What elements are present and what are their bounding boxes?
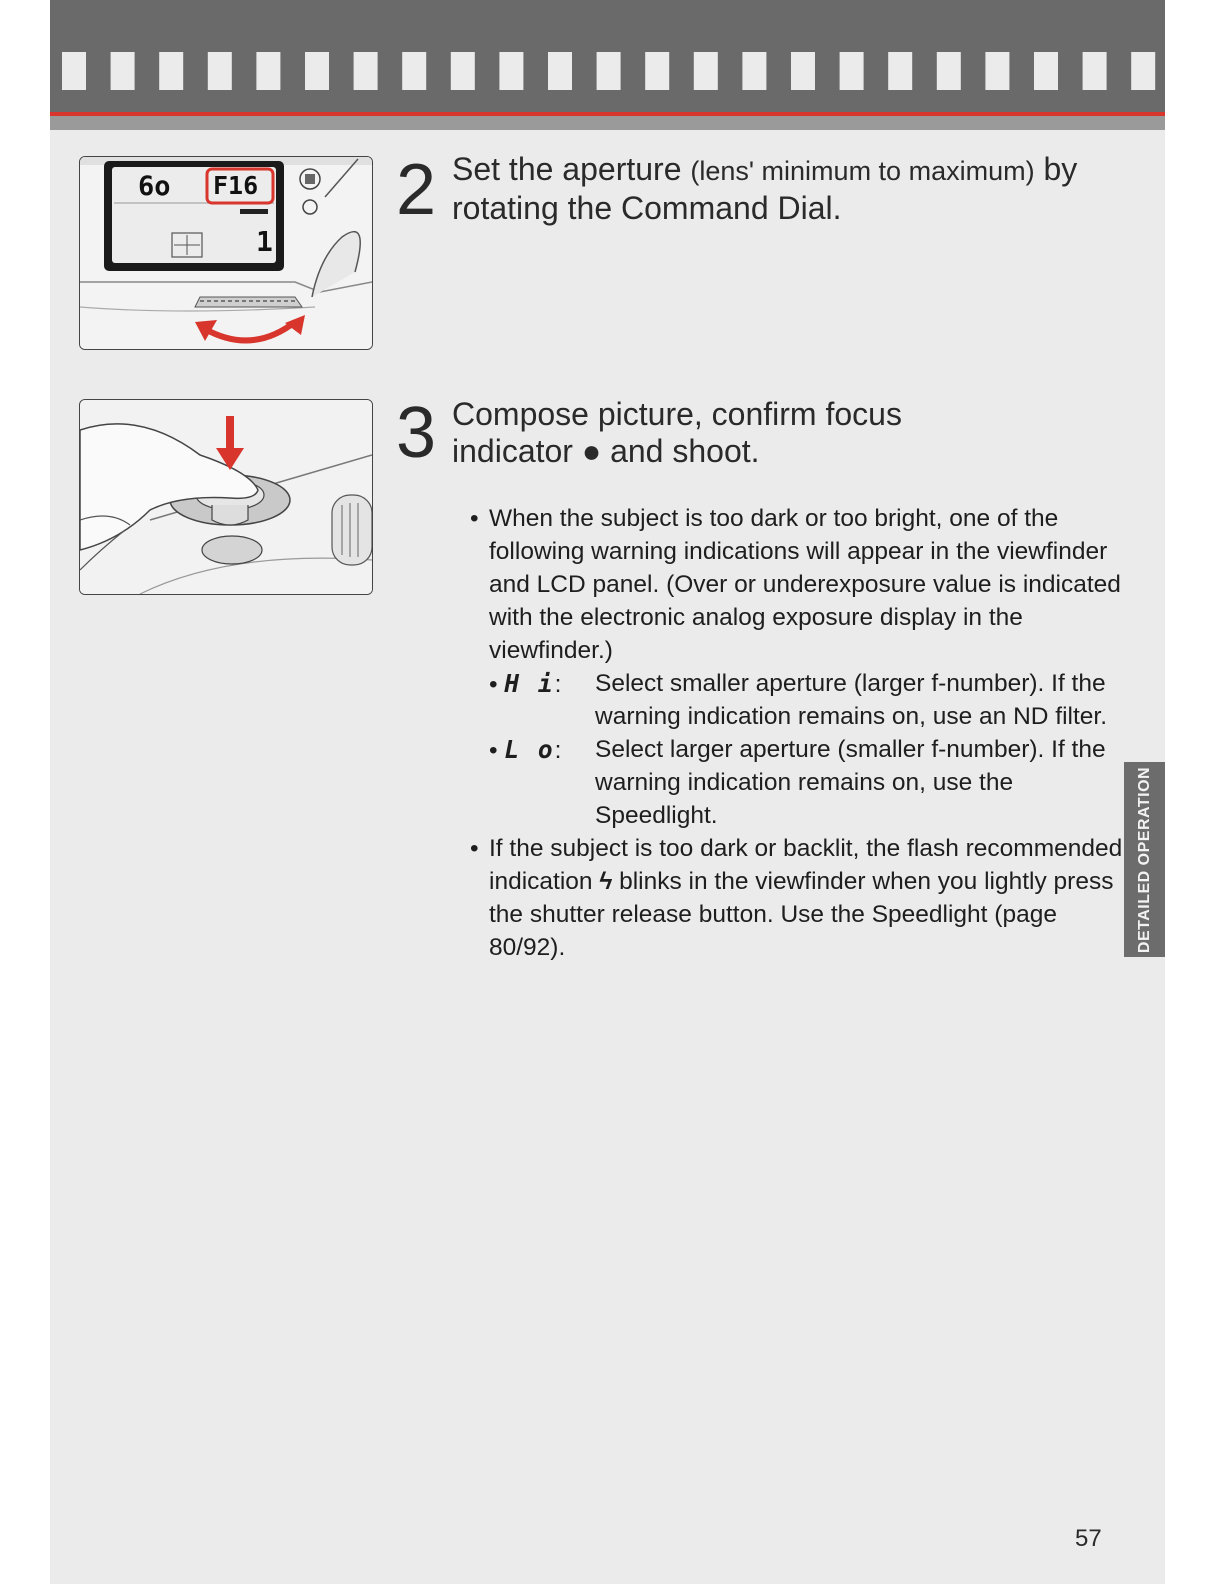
film-perforation [1083,52,1107,90]
note-warning-intro [470,502,1130,667]
step-2-heading-part2: by rotating the Command Dial. [452,151,1078,226]
film-perforation [499,52,523,90]
hi-text: Select smaller aperture (larger f-number). If the warning indication remains on, use an ND filter. [595,670,1108,730]
lo-label: • L o: [489,735,562,764]
lcd-command-dial-illustration [79,156,373,350]
header-under-band [50,116,1165,130]
bullet-dot: • [470,835,479,862]
film-perforation [451,52,475,90]
lo-text: Select larger aperture (smaller f-number). If the warning indication remains on, use the Speedlight. [595,736,1106,829]
film-perforation [402,52,426,90]
film-perforation [111,52,135,90]
flash-icon: ϟ [599,868,613,895]
film-perforation [1034,52,1058,90]
flash-text-1: If the subject is too dark or backlit, the flash recommended indication [489,835,1123,895]
film-perforation [354,52,378,90]
page-number: 57 [1075,1525,1102,1552]
step-2-heading [452,151,1132,227]
bullet-dot: • [470,505,479,532]
step-2-heading-paren: (lens' minimum to maximum) [690,156,1035,186]
step-2-number: 2 [396,150,437,230]
section-side-tab [1124,762,1165,957]
film-strip-header [50,0,1165,112]
film-perforation [62,52,86,90]
note-warning-intro-text: When the subject is too dark or too bright, one of the following warning indications will appear in the viewfinder and LCD panel. (Over or underexposure value is indicated with the electronic analog exposure display in the viewfinder.) [489,505,1121,664]
film-perforation [1131,52,1155,90]
note-hi-warning [489,667,1130,733]
film-perforation [985,52,1009,90]
film-perforation [597,52,621,90]
lcd-aperture-readout: F16 [213,171,259,200]
lcd-speed-readout: 6o [138,171,171,202]
side-tab-label: DETAILED OPERATION [1135,766,1153,953]
film-perforation [840,52,864,90]
film-perforation [694,52,718,90]
note-lo-warning [489,733,1130,832]
flash-text-2: blinks in the viewfinder when you lightly press the shutter release button. Use the Speedlight (page 80/92). [489,868,1114,961]
film-perforation [937,52,961,90]
shutter-release-illustration [79,399,373,595]
film-perforation [791,52,815,90]
step-3-number: 3 [396,393,437,473]
step-3-heading: Compose picture, confirm focus indicator ● and shoot. [452,396,902,469]
lo-segment-indicator: L o [504,735,555,764]
film-perforation [159,52,183,90]
film-perforation [548,52,572,90]
manual-page [50,0,1165,1584]
hi-segment-indicator: H i [504,669,555,698]
film-perforation [742,52,766,90]
shutter-press-drawing [80,400,372,594]
film-perforation [256,52,280,90]
hi-label: • H i: [489,669,562,698]
step-3-notes [470,502,1130,964]
film-perforation [208,52,232,90]
lcd-frame-counter: 1 [256,225,273,258]
film-perforation [645,52,669,90]
step-2-heading-part1: Set the aperture [452,151,691,187]
note-flash [470,832,1130,964]
film-perforations [50,52,1165,92]
film-perforation [888,52,912,90]
film-perforation [305,52,329,90]
